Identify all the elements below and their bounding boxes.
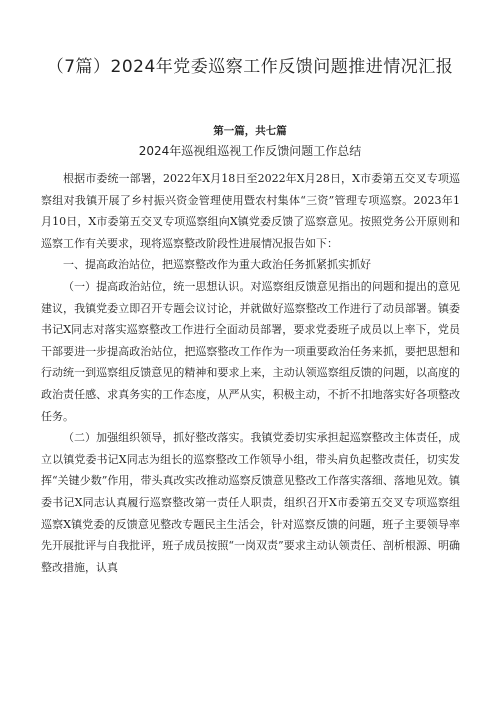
section-title: 2024年巡视组巡视工作反馈问题工作总结 xyxy=(138,144,362,158)
paragraph-2: （二）加强组织领导，抓好整改落实。我镇党委切实承担起巡察整改主体责任，成立以镇党委书记X同志为组长的巡察整改工作领导小组，带头肩负起整改责任，切实发挥“关键少数”作用，带头真改实改推动巡察反馈意见整改工作落实落细、落地见效。镇委书记X同志认真履行巡察整改第一责任人职责，组织召开X市委第五交叉专项巡察组巡察X镇党委的反馈意见整改专题民主生活会，针对巡察反馈的问题，班子主要领导率先开展批评与自我批评，班子成员按照“一岗双责”要求主动认领责任、剖析根源、明确整改措施，认真 xyxy=(41,431,460,574)
paragraph-1: （一）提高政治站位，统一思想认识。对巡察组反馈意见指出的问题和提出的意见建议，我镇党委立即召开专题会议讨论，并就做好巡察整改工作进行了动员部署。镇委书记X同志对落实巡察整改工作进行全面动员部署，要求党委班子成员以上率下，党员干部要进一步提高政治站位，把巡察整改工作作为一项重要政治任务来抓，要把思想和行动统一到巡察组反馈意见的精神和要求上来，主动认领巡察组反馈的问题，以高度的政治责任感、求真务实的工作态度，从严从实，积极主动，不折不扣地落实好各项整改任务。 xyxy=(41,279,460,423)
document-body xyxy=(41,168,460,578)
part-label: 第一篇，共七篇 xyxy=(213,125,287,137)
paragraph-intro: 根据市委统一部署，2022年X月18日至2022年X月28日，X市委第五交叉专项巡察组对我镇开展了乡村振兴资金管理使用暨农村集体“三资”管理专项巡察。2023年1月10日，X市委第五交叉专项巡察组向X镇党委反馈了巡察意见。按照党务公开原则和巡察工作有关要求，现将巡察整改阶段性进展情况报告如下： xyxy=(41,172,460,250)
section-heading-1: 一、提高政治站位，把巡察整改作为重大政治任务抓紧抓实抓好 xyxy=(63,258,371,272)
document-title: （7篇）2024年党委巡察工作反馈问题推进情况汇报 xyxy=(46,57,454,77)
